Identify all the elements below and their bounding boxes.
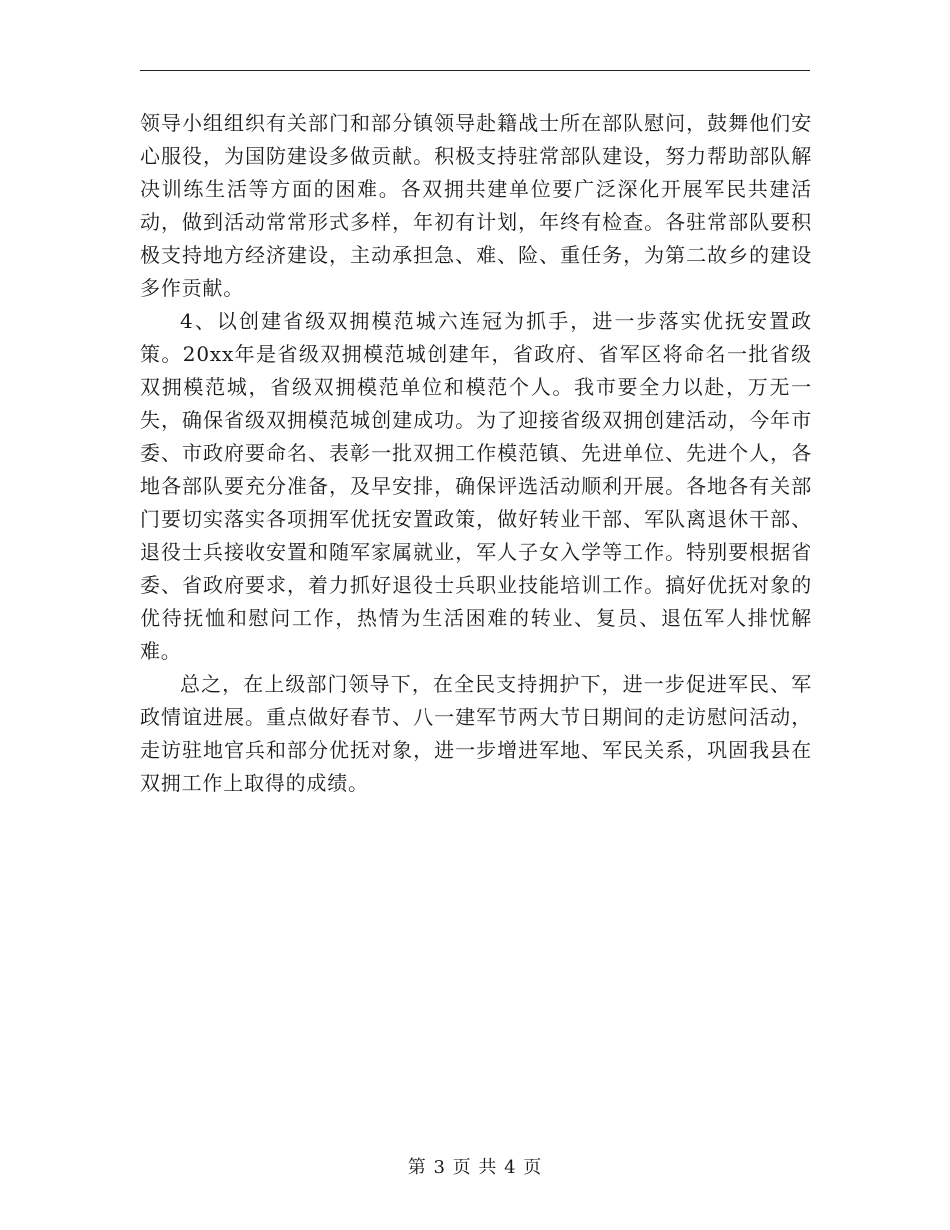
- paragraph-2: 4、以创建省级双拥模范城六连冠为抓手，进一步落实优抚安置政策。20xx年是省级双拥模范城创建年，省政府、省军区将命名一批省级双拥模范城，省级双拥模范单位和模范个人。我市要全力以赴，万无一失，确保省级双拥模范城创建成功。为了迎接省级双拥创建活动，今年市委、市政府要命名、表彰一批双拥工作模范镇、先进单位、先进个人，各地各部队要充分准备，及早安排，确保评选活动顺利开展。各地各有关部门要切实落实各项拥军优抚安置政策，做好转业干部、军队离退休干部、退役士兵接收安置和随军家属就业，军人子女入学等工作。特别要根据省委、省政府要求，着力抓好退役士兵职业技能培训工作。搞好优抚对象的优待抚恤和慰问工作，热情为生活困难的转业、复员、退伍军人排忧解难。: [140, 309, 812, 663]
- header-rule: [140, 70, 810, 71]
- document-body: [140, 107, 812, 800]
- paragraph-3: 总之，在上级部门领导下，在全民支持拥护下，进一步促进军民、军政情谊进展。重点做好春节、八一建军节两大节日期间的走访慰问活动，走访驻地官兵和部分优抚对象，进一步增进军地、军民关系，巩固我县在双拥工作上取得的成绩。: [140, 672, 812, 795]
- paragraph-1: 领导小组组织有关部门和部分镇领导赴籍战士所在部队慰问，鼓舞他们安心服役，为国防建设多做贡献。积极支持驻常部队建设，努力帮助部队解决训练生活等方面的困难。各双拥共建单位要广泛深化开展军民共建活动，做到活动常常形式多样，年初有计划，年终有检查。各驻常部队要积极支持地方经济建设，主动承担急、难、险、重任务，为第二故乡的建设多作贡献。: [140, 111, 812, 300]
- page-number-footer: 第 3 页 共 4 页: [407, 1157, 543, 1178]
